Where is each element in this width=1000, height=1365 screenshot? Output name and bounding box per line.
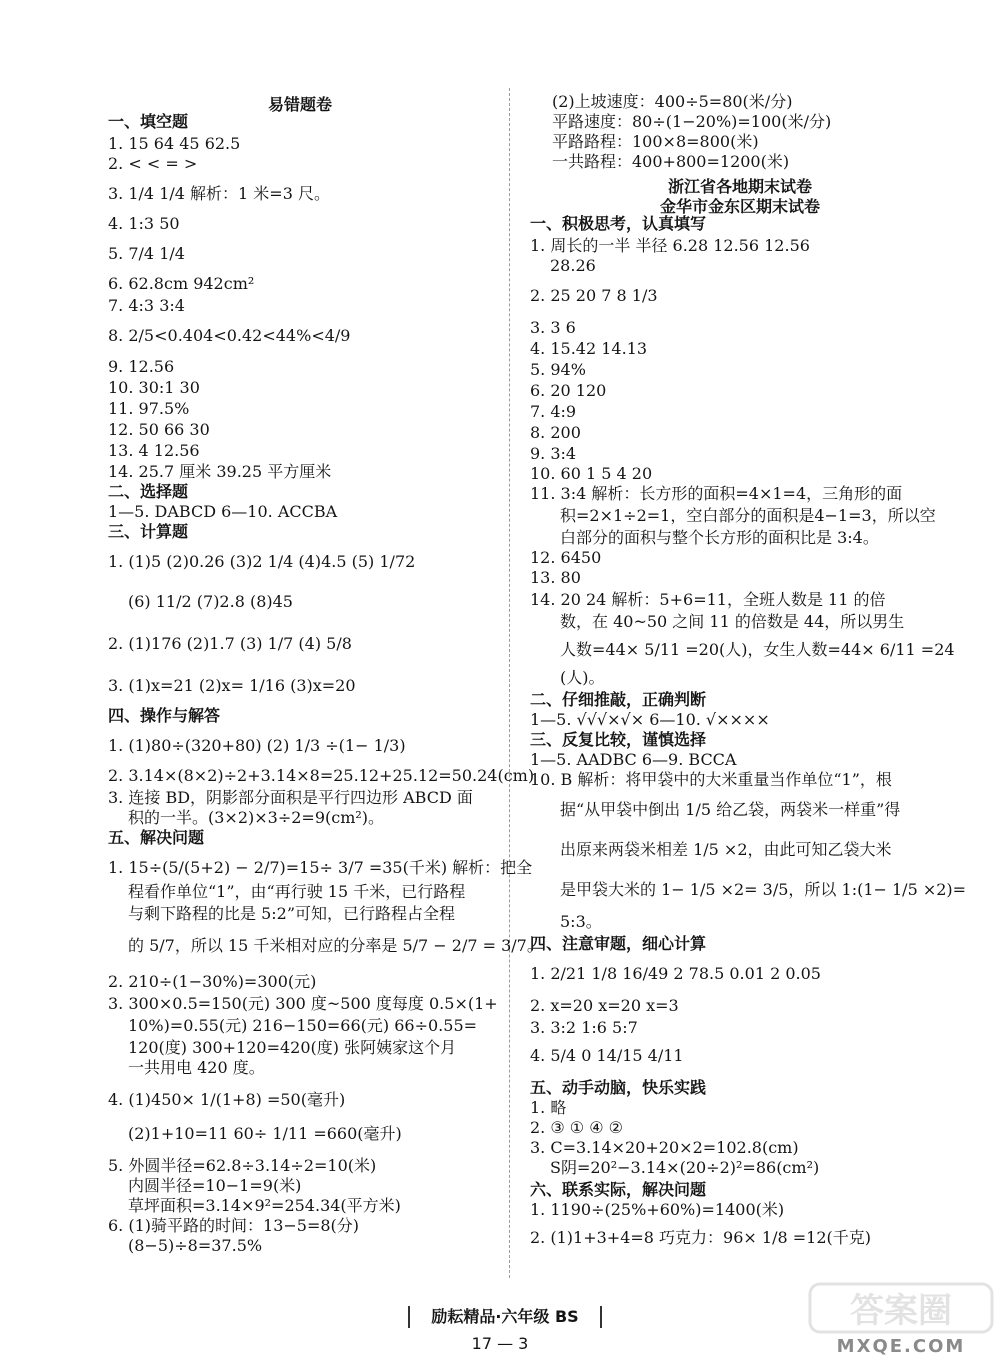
answer-line: 120(度) 300+120=420(度) 张阿姨家这个月	[128, 1038, 457, 1057]
answer-line: 2. < < = >	[108, 154, 198, 173]
answer-line: 2. 3.14×(8×2)÷2+3.14×8=25.12+25.12=50.24(cm)	[108, 766, 535, 785]
answer-line: 一共用电 420 度。	[128, 1058, 265, 1077]
answer-line: 5. 7/4 1/4	[108, 244, 185, 263]
answer-line: (2)上坡速度：400÷5=80(米/分)	[552, 92, 793, 111]
answer-line: 1. 15÷(5/(5+2) − 2/7)=15÷ 3/7 =35(千米) 解析：把全	[108, 858, 533, 877]
answer-line: (6) 11/2 (7)2.8 (8)45	[128, 592, 293, 611]
answer-line: 据“从甲袋中倒出 1/5 给乙袋，两袋米一样重”得	[560, 800, 901, 819]
answer-line: 的 5/7，所以 15 千米相对应的分率是 5/7 − 2/7 = 3/7。	[128, 936, 543, 955]
answer-line: 13. 80	[530, 568, 581, 587]
answer-line: 1—5. DABCD 6—10. ACCBA	[108, 502, 338, 521]
answer-line: 6. 62.8cm 942cm²	[108, 274, 255, 293]
answer-line: 内圆半径=10−1=9(米)	[128, 1176, 302, 1195]
answer-line: (8−5)÷8=37.5%	[128, 1236, 263, 1255]
answer-line: 13. 4 12.56	[108, 441, 200, 460]
heading-problems: 五、解决问题	[108, 828, 205, 847]
answer-line: 3. 3:2 1:6 5:7	[530, 1018, 638, 1037]
column-divider	[509, 88, 510, 1278]
heading-operation: 四、操作与解答	[108, 706, 221, 725]
answer-line: 白部分的面积与整个长方形的面积比是 3:4。	[560, 528, 879, 547]
answer-line: (人)。	[560, 668, 605, 687]
answer-line: 1. 2/21 1/8 16/49 2 78.5 0.01 2 0.05	[530, 964, 821, 983]
answer-line: 4. 5/4 0 14/15 4/11	[530, 1046, 684, 1065]
answer-line: 2. (1)1+3+4=8 巧克力：96× 1/8 =12(千克)	[530, 1228, 871, 1247]
answer-line: 与剩下路程的比是 5:2”可知，已行路程占全程	[128, 904, 456, 923]
heading-choice: 二、选择题	[108, 482, 189, 501]
answer-line: 6. (1)骑平路的时间：13−5=8(分)	[108, 1216, 360, 1235]
answer-line: 3. 3 6	[530, 318, 576, 337]
answer-line: 1. 略	[530, 1098, 567, 1117]
answer-line: S阴=20²−3.14×(20÷2)²=86(cm²)	[550, 1158, 820, 1177]
answer-line: 3. 300×0.5=150(元) 300 度~500 度每度 0.5×(1+	[108, 994, 498, 1013]
answer-line: 2. x=20 x=20 x=3	[530, 996, 679, 1015]
answer-line: 3. C=3.14×20+20×2=102.8(cm)	[530, 1138, 799, 1157]
answer-line: (2)1+10=11 60÷ 1/11 =660(毫升)	[128, 1124, 402, 1143]
answer-line: 11. 3:4 解析：长方形的面积=4×1=4，三角形的面	[530, 484, 903, 503]
answer-line: 7. 4:9	[530, 402, 577, 421]
answer-line: 出原来两袋米相差 1/5 ×2，由此可知乙袋大米	[560, 840, 892, 859]
answer-line: 28.26	[550, 256, 596, 275]
answer-line: 程看作单位“1”，由“再行驶 15 千米，已行路程	[128, 882, 466, 901]
heading-fill-in: 一、填空题	[108, 112, 189, 131]
answer-line: 3. (1)x=21 (2)x= 1/16 (3)x=20	[108, 676, 356, 695]
answer-line: 4. 1:3 50	[108, 214, 180, 233]
answer-line: 是甲袋大米的 1− 1/5 ×2= 3/5，所以 1:(1− 1/5 ×2)=	[560, 880, 967, 899]
answer-line: 10. B 解析：将甲袋中的大米重量当作单位“1”，根	[530, 770, 892, 789]
answer-line: 2. ③ ① ④ ②	[530, 1118, 623, 1137]
answer-line: 1. 周长的一半 半径 6.28 12.56 12.56	[530, 236, 810, 255]
answer-line: 3. 1/4 1/4 解析：1 米=3 尺。	[108, 184, 330, 203]
answer-line: 2. 25 20 7 8 1/3	[530, 286, 658, 305]
heading-part-6: 六、联系实际，解决问题	[530, 1180, 707, 1199]
answer-line: 5. 94%	[530, 360, 586, 379]
answer-line: 草坪面积=3.14×9²=254.34(平方米)	[128, 1196, 401, 1215]
answer-line: 9. 12.56	[108, 357, 175, 376]
answer-line: 一共路程：400+800=1200(米)	[552, 152, 790, 171]
answer-line: 1. 1190÷(25%+60%)=1400(米)	[530, 1200, 785, 1219]
heading-calculation: 三、计算题	[108, 522, 189, 541]
answer-line: 5:3。	[560, 912, 602, 931]
answer-line: 1—5. √√√×√× 6—10. √××××	[530, 710, 770, 729]
answer-line: 9. 3:4	[530, 444, 577, 463]
answer-line: 10. 60 1 5 4 20	[530, 464, 653, 483]
answer-line: 11. 97.5%	[108, 399, 190, 418]
heading-part-5: 五、动手动脑，快乐实践	[530, 1078, 707, 1097]
answer-line: 10%)=0.55(元) 216−150=66(元) 66÷0.55=	[128, 1016, 478, 1035]
answer-line: 积的一半。(3×2)×3÷2=9(cm²)。	[128, 808, 385, 827]
section-title: 易错题卷	[267, 95, 332, 114]
answer-line: 平路路程：100×8=800(米)	[552, 132, 759, 151]
answer-line: 1. (1)80÷(320+80) (2) 1/3 ÷(1− 1/3)	[108, 736, 406, 755]
answer-line: 6. 20 120	[530, 381, 607, 400]
answer-line: 数，在 40~50 之间 11 的倍数是 44，所以男生	[560, 612, 905, 631]
answer-line: 8. 2/5<0.404<0.42<44%<4/9	[108, 326, 351, 345]
exam-title: 浙江省各地期末试卷	[667, 177, 812, 196]
answer-line: 5. 外圆半径=62.8÷3.14÷2=10(米)	[108, 1156, 377, 1175]
answer-line: 12. 6450	[530, 548, 602, 567]
heading-part-3: 三、反复比较，谨慎选择	[530, 730, 707, 749]
answer-line: 积=2×1÷2=1，空白部分的面积是4−1=3，所以空	[560, 506, 936, 525]
answer-line: 10. 30:1 30	[108, 378, 200, 397]
watermark-url: MXQE.COM	[836, 1336, 966, 1357]
answer-line: 14. 25.7 厘米 39.25 平方厘米	[108, 462, 332, 481]
answer-line: 12. 50 66 30	[108, 420, 210, 439]
answer-line: 7. 4:3 3:4	[108, 296, 185, 315]
answer-line: 2. (1)176 (2)1.7 (3) 1/7 (4) 5/8	[108, 634, 352, 653]
answer-line: 14. 20 24 解析：5+6=11，全班人数是 11 的倍	[530, 590, 886, 609]
book-title: 励耘精品·六年级 BS	[408, 1306, 602, 1328]
answer-line: 2. 210÷(1−30%)=300(元)	[108, 972, 317, 991]
answer-line: 3. 连接 BD，阴影部分面积是平行四边形 ABCD 面	[108, 788, 473, 807]
answer-line: 4. 15.42 14.13	[530, 339, 648, 358]
answer-line: 4. (1)450× 1/(1+8) =50(毫升)	[108, 1090, 346, 1109]
answer-line: 人数=44× 5/11 =20(人)，女生人数=44× 6/11 =24	[560, 640, 955, 659]
heading-part-1: 一、积极思考，认真填写	[530, 214, 707, 233]
answer-line: 1—5. AADBC 6—9. BCCA	[530, 750, 737, 769]
heading-part-2: 二、仔细推敲，正确判断	[530, 690, 707, 709]
answer-line: 平路速度：80÷(1−20%)=100(米/分)	[552, 112, 832, 131]
watermark-glyphs: 答案圈	[850, 1291, 952, 1331]
answer-line: 1. 15 64 45 62.5	[108, 134, 241, 153]
answer-line: 1. (1)5 (2)0.26 (3)2 1/4 (4)4.5 (5) 1/72	[108, 552, 416, 571]
heading-part-4: 四、注意审题，细心计算	[530, 934, 707, 953]
answer-line: 8. 200	[530, 423, 581, 442]
page-number: 17 — 3	[471, 1334, 529, 1353]
exam-subtitle: 金华市金东区期末试卷	[659, 197, 820, 216]
